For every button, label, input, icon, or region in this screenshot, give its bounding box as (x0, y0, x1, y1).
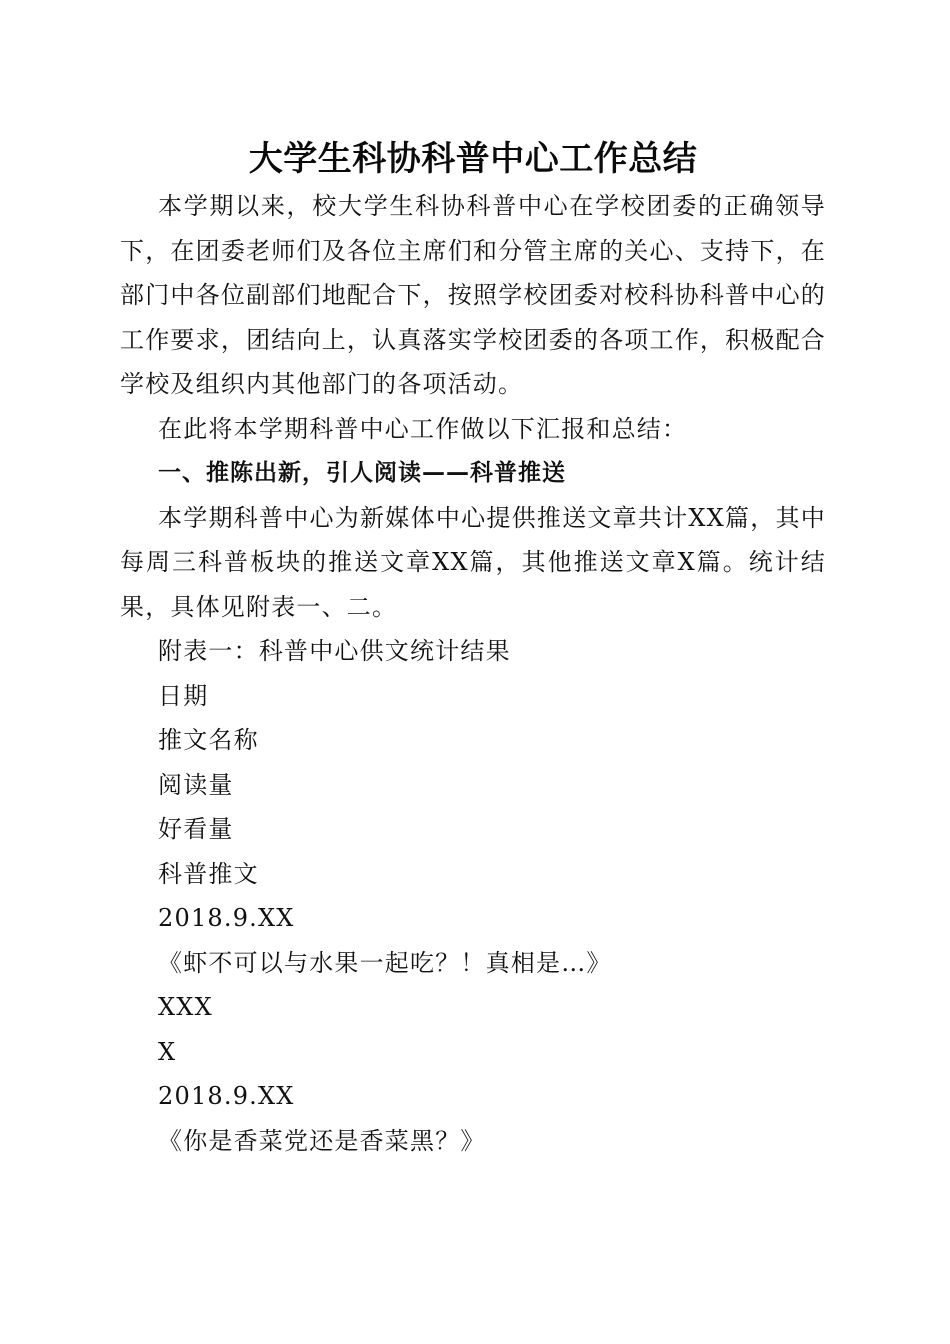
table-row-reads: XXX (158, 993, 213, 1021)
intro-paragraph: 本学期以来，校大学生科协科普中心在学校团委的正确领导下，在团委老师们及各位主席们和分管主席的关心、支持下，在部门中各位副部们地配合下，按照学校团委对校科协科普中心的工作要求，团结向上，认真落实学校团委的各项工作，积极配合学校及组织内其他部门的各项活动。 (120, 192, 826, 398)
section-body-paragraph: 本学期科普中心为新媒体中心提供推送文章共计XX篇，其中每周三科普板块的推送文章XX篇，其他推送文章X篇。统计结果，具体见附表一、二。 (120, 503, 826, 621)
table-header-likes: 好看量 (158, 815, 234, 843)
table-group-label: 科普推文 (158, 859, 259, 888)
report-intro-paragraph: 在此将本学期科普中心工作做以下汇报和总结： (158, 414, 688, 443)
table-row-date: 2018.9.XX (158, 904, 295, 932)
document-body (120, 134, 826, 1163)
table-header-date: 日期 (158, 681, 209, 710)
table-row-name: 《你是香菜党还是香菜黑？》 (158, 1126, 486, 1155)
section-heading: 一、推陈出新，引人阅读——科普推送 (158, 460, 566, 486)
document-title: 大学生科协科普中心工作总结 (248, 139, 698, 179)
table-caption: 附表一：科普中心供文统计结果 (158, 637, 511, 665)
table-row-date: 2018.9.XX (158, 1082, 295, 1110)
table-header-reads: 阅读量 (158, 770, 234, 799)
table-row-likes: X (158, 1037, 177, 1066)
table-header-name: 推文名称 (158, 726, 259, 754)
table-flattened (120, 629, 826, 1163)
table-row-name: 《虾不可以与水果一起吃？！真相是…》 (158, 948, 612, 977)
